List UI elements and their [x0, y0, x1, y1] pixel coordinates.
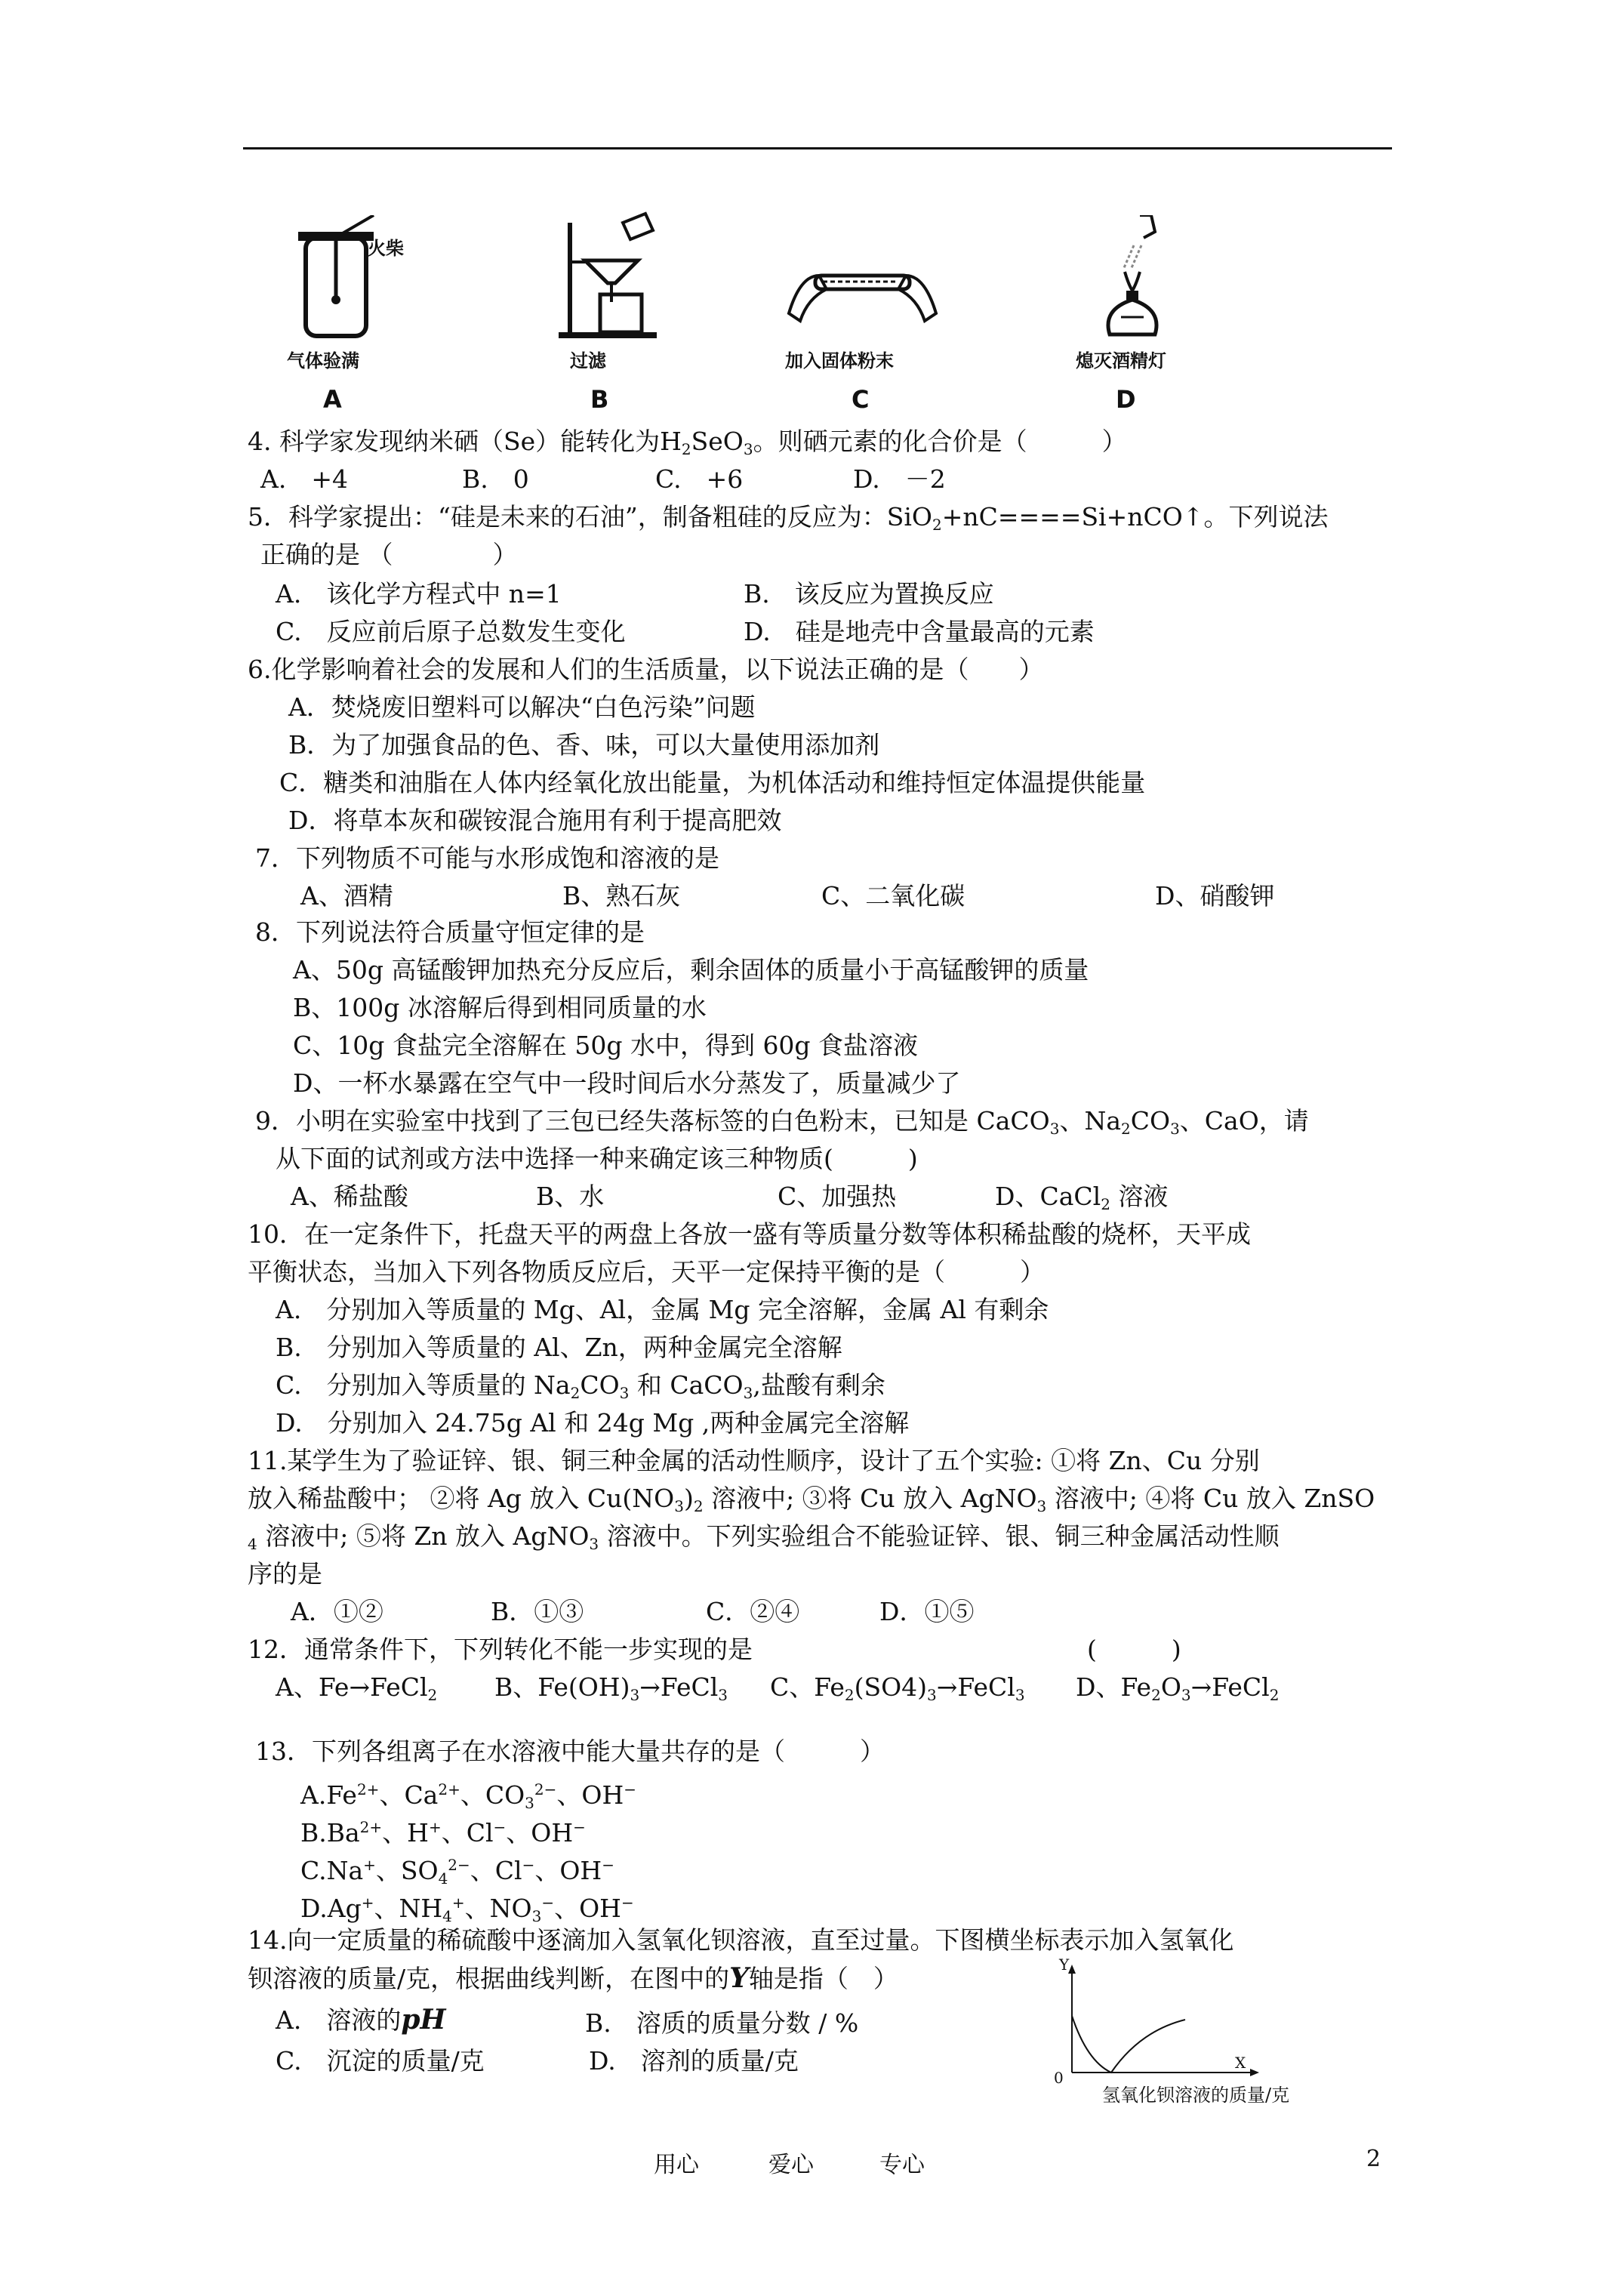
q8-option-c: C、10g 食盐完全溶解在 50g 水中，得到 60g 食盐溶液 [293, 1031, 919, 1060]
figure-c-letter: C [852, 385, 870, 414]
figure-a-caption: 气体验满 [287, 350, 359, 371]
q13-option-b: $B.Ba^{2+}$、H+、Cl−、OH− [300, 1818, 586, 1848]
q4-option-a: A. +4 [260, 464, 348, 494]
q5-option-c: C. 反应前后原子总数发生变化 [276, 617, 626, 646]
q14-graph-caption: 氢氧化钡溶液的质量/克 [1102, 2085, 1290, 2106]
q14-stem-line1: 14.向一定质量的稀硫酸中逐滴加入氢氧化钡溶液，直至过量。下图横坐标表示加入氢氧化 [248, 1925, 1234, 1955]
q4-option-d: D. －2 [853, 464, 946, 494]
figure-c-caption: 加入固体粉末 [785, 350, 894, 371]
q12-stem: 12．通常条件下，下列转化不能一步实现的是 [248, 1635, 753, 1664]
figure-a-letter: A [323, 385, 342, 414]
q7-option-b: B、熟石灰 [562, 881, 681, 911]
q10-stem-line1: 10．在一定条件下，托盘天平的两盘上各放一盛有等质量分数等体积稀盐酸的烧杯，天平成 [248, 1219, 1251, 1249]
q9-option-a: A、稀盐酸 [291, 1182, 408, 1211]
figure-b-filtration [555, 208, 668, 340]
figure-d-letter: D [1116, 385, 1136, 414]
footer-right: 专心 [879, 2152, 925, 2178]
q7-option-a: A、酒精 [300, 881, 393, 911]
q12-option-c: C、$Fe_2(SO4)_3\to FeCl_3$ [770, 1672, 1025, 1704]
q5-option-d: D. 硅是地壳中含量最高的元素 [744, 617, 1095, 646]
q10-option-c: C. 分别加入等质量的 $Na_2CO_3$ 和 CaCO$_3$,盐酸有剩余 [276, 1370, 885, 1402]
q8-stem: 8．下列说法符合质量守恒定律的是 [255, 917, 645, 947]
q11-option-b: B．①③ [491, 1597, 584, 1626]
footer-mid: 爱心 [768, 2152, 814, 2178]
q12-paren: ( ) [1087, 1635, 1181, 1664]
q10-stem-line2: 平衡状态，当加入下列各物质反应后，天平一定保持平衡的是（ ） [248, 1257, 1045, 1287]
q11-option-d: D．①⑤ [879, 1597, 975, 1626]
q10-option-b: B. 分别加入等质量的 Al、Zn，两种金属完全溶解 [276, 1333, 842, 1362]
q13-stem: 13．下列各组离子在水溶液中能大量共存的是（ ） [255, 1737, 885, 1766]
q14-stem-line2: 钡溶液的质量/克，根据曲线判断，在图中的Y轴是指（ ） [248, 1962, 898, 1994]
q5-stem-line1: 5．科学家提出：“硅是未来的石油”，制备粗硅的反应为：SiO$_2$+nC====Si+nCO↑。下列说法 [248, 502, 1329, 534]
q9-option-d: D、CaCl$_2$ 溶液 [995, 1182, 1169, 1213]
q7-option-d: D、硝酸钾 [1155, 881, 1275, 911]
q6-option-b: B．为了加强食品的色、香、味，可以大量使用添加剂 [288, 730, 880, 760]
q4-stem: 4. 科学家发现纳米硒（Se）能转化为$H_2SeO_3$。则硒元素的化合价是（ ） [248, 427, 1127, 458]
q6-option-d: D．将草本灰和碳铵混合施用有利于提高肥效 [288, 806, 782, 835]
figure-d-caption: 熄灭酒精灯 [1076, 350, 1166, 371]
q13-option-a: $A.Fe^{2+}$、$Ca^{2+}$、$CO_3^{2-}$、OH− [300, 1780, 636, 1812]
q14-option-a: A. 溶液的pH [276, 2004, 446, 2036]
header-rule [243, 147, 1392, 149]
q9-option-b: B、水 [536, 1182, 605, 1211]
q6-option-a: A．焚烧废旧塑料可以解决“白色污染”问题 [288, 692, 756, 722]
q14-option-c: C. 沉淀的质量/克 [276, 2046, 485, 2076]
q6-option-c: C．糖类和油脂在人体内经氧化放出能量，为机体活动和维持恒定体温提供能量 [279, 768, 1146, 797]
figure-b-letter: B [590, 385, 609, 414]
q14-graph-origin: 0 [1054, 2069, 1064, 2087]
q5-stem-line2: 正确的是 （ ） [260, 540, 518, 569]
q8-option-d: D、一杯水暴露在空气中一段时间后水分蒸发了，质量减少了 [293, 1068, 961, 1098]
q12-option-d: D、$Fe_2O_3\to FeCl_2$ [1076, 1672, 1280, 1704]
q9-option-c: C、加强热 [778, 1182, 897, 1211]
q5-option-a: A. 该化学方程式中 n=1 [276, 579, 562, 609]
q7-option-c: C、二氧化碳 [821, 881, 965, 911]
q4-option-c: C. +6 [655, 464, 744, 494]
footer-left: 用心 [654, 2152, 699, 2178]
q14-graph-x-label: X [1235, 2054, 1246, 2072]
q11-stem-line1: 11.某学生为了验证锌、银、铜三种金属的活动性顺序，设计了五个实验: ①将 Zn、Cu 分别 [248, 1446, 1260, 1475]
q10-option-a: A. 分别加入等质量的 Mg、Al，金属 Mg 完全溶解，金属 Al 有剩余 [276, 1295, 1049, 1324]
q10-option-d: D. 分别加入 24.75g Al 和 24g Mg ,两种金属完全溶解 [276, 1408, 910, 1438]
q14-option-d: D. 溶剂的质量/克 [589, 2046, 799, 2076]
q13-option-c: C.Na+、$SO_4^{2-}$、Cl−、OH− [300, 1856, 614, 1888]
q11-stem-line4: 序的是 [248, 1559, 322, 1589]
q12-option-a: A、Fe→FeCl$_2$ [276, 1672, 438, 1704]
q11-stem-line3: $_4$ 溶液中; ⑤将 Zn 放入 AgNO$_3$ 溶液中。下列实验组合不能验证锌、银、铜三种金属活动性顺 [248, 1521, 1280, 1553]
q14-graph [1064, 1963, 1261, 2084]
q9-stem-line2: 从下面的试剂或方法中选择一种来确定该三种物质( ) [276, 1144, 918, 1173]
figure-a-note: 火柴 [368, 238, 404, 259]
q11-option-c: C．②④ [706, 1597, 800, 1626]
q14-option-b: B. 溶质的质量分数 / % [585, 2008, 859, 2038]
page-number: 2 [1366, 2146, 1381, 2172]
q8-option-b: B、100g 冰溶解后得到相同质量的水 [293, 993, 707, 1022]
figure-c-powder [785, 253, 940, 325]
q4-option-b: B. 0 [462, 464, 529, 494]
figure-d-alcohol-lamp [1087, 215, 1200, 344]
q6-stem: 6.化学影响着社会的发展和人们的生活质量，以下说法正确的是（ ） [248, 655, 1044, 684]
q11-option-a: A．①② [291, 1597, 383, 1626]
figure-b-caption: 过滤 [570, 350, 606, 371]
q14-graph-y-label: Y [1059, 1955, 1070, 1974]
q8-option-a: A、50g 高锰酸钾加热充分反应后，剩余固体的质量小于高锰酸钾的质量 [293, 955, 1089, 985]
q11-stem-line2: 放入稀盐酸中； ②将 Ag 放入 $Cu(NO_3)_2$ 溶液中; ③将 Cu 放入 AgNO$_3$ 溶液中; ④将 Cu 放入 ZnSO [248, 1484, 1375, 1515]
q7-stem: 7．下列物质不可能与水形成饱和溶液的是 [255, 843, 719, 873]
q5-option-b: B. 该反应为置换反应 [744, 579, 994, 609]
q12-option-b: B、$Fe(OH)_3\to FeCl_3$ [494, 1672, 728, 1704]
q9-stem-line1: 9．小明在实验室中找到了三包已经失落标签的白色粉末，已知是 CaCO$_3$、$Na_2CO_3$、CaO，请 [255, 1106, 1309, 1138]
q13-option-d: D.Ag+、$NH_4^+$、$NO_3^-$、OH− [300, 1894, 634, 1925]
